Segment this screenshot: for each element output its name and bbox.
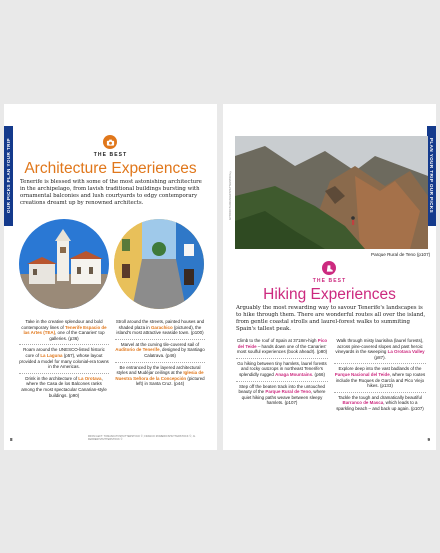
left-col-1 [19, 317, 109, 401]
item-text: Take in the creative splendour and bold contemporary lines of [21, 319, 103, 330]
item-text: , designed by Santiago Calatrava. (p46) [144, 347, 205, 358]
list-item [236, 382, 328, 409]
item-text: Roam around the UNESCO-listed historic core of [23, 347, 105, 358]
item-text: Climb to the roof of Spain at 3718m-high [236, 338, 318, 343]
item-text: , where the Casa de los Balcones ranks among the most spectacular Canarian-style buildings. (p90) [21, 375, 107, 398]
item-text: . (p66) [312, 371, 325, 377]
item-text: (pictured left) in Santa Cruz. (p44) [135, 375, 205, 387]
item-text: , where top routes include the Roques de García and Pico Viejo hikes. (p133) [335, 371, 426, 389]
side-tab-right[interactable] [427, 126, 436, 226]
list-item [115, 363, 205, 390]
item-text: Walk through misty laurisilva (laurel forests), across pine-covered slopes and past heroic vineyards in the sweeping [335, 338, 424, 355]
item-text: , which leads to a sparkling beach – and back up again. (p107) [336, 400, 424, 411]
link-iglesia[interactable]: Iglesia de Nuestra Señora de la Concepción [115, 370, 204, 381]
list-item [334, 393, 426, 415]
link-parque-rural-de-teno[interactable]: Parque Rural de Teno [265, 389, 311, 395]
photo-credits: FROM LEFT: TOMASFUTOSHUTTERSTOCK ©; FRANCO ROMERO/SHUTTERSTOCK ©; JL FERRER/SHUTTERSTOCK © [88, 435, 196, 441]
link-parque-nacional-del-teide[interactable]: Parque Nacional del Teide [334, 371, 390, 377]
right-page [223, 104, 436, 450]
item-text: Go hiking between tiny hamlets, laurel forests and rocky outcrops in northeast Tenerife's splendidly rugged [237, 360, 327, 377]
item-text: (p87). [374, 354, 386, 360]
link-tea[interactable]: Tenerife Espacio de las Artes (TEA) [23, 324, 107, 336]
right-col-1 [236, 336, 328, 409]
boot-icon [322, 261, 336, 275]
link-anaga-mountains[interactable]: Anaga Mountains [275, 371, 313, 377]
side-tab-right-label: PLAN YOUR TRIP OUR PICKS [429, 138, 434, 214]
page-number-right: 9 [427, 437, 430, 442]
list-item [115, 317, 205, 340]
link-la-laguna[interactable]: La Laguna [40, 352, 63, 358]
list-item [19, 345, 109, 373]
right-col-2 [334, 336, 426, 415]
item-text: Tackle the tough and dramatically beautiful [338, 394, 422, 400]
church-photo [19, 219, 109, 309]
right-page-title: Hiking Experiences [263, 286, 396, 303]
link-barranco-de-masca[interactable]: Barranco de Masca [342, 400, 384, 406]
link-pico-del-teide[interactable]: Pico del Teide [237, 338, 328, 349]
left-col-2 [115, 317, 205, 390]
left-kicker: THE BEST [93, 152, 128, 158]
link-la-orotava-valley[interactable]: La Orotava Valley [387, 349, 425, 355]
item-text: – hands down one of the Canaries' most soulful experiences (book ahead!). (p80) [236, 343, 328, 355]
item-text: Stroll around the streets, painted houses and shaded plaza in [115, 319, 205, 330]
item-text: , where quiet hiking paths weave between sleepy hamlets. (p107) [241, 389, 326, 406]
photo-credit-vertical: ANTONIO HERNANDEZ/SHUTTERSTOCK © [229, 169, 232, 220]
item-text: , one of the Canaries' top galleries. (p36) [49, 330, 105, 341]
link-la-orotava[interactable]: La Orotava [78, 375, 102, 381]
item-text: Be entranced by the layered architectural styles and Mudéjar ceilings at the [116, 364, 201, 376]
item-text: Step off the beaten track into the untouched beauty of the [238, 383, 326, 395]
item-text: Marvel at the curving tile-covered sail of [120, 341, 200, 347]
side-tab-left-label: OUR PICKS PLAN YOUR TRIP [6, 138, 11, 214]
list-item [334, 336, 426, 364]
left-page-title: Architecture Experiences [24, 160, 197, 177]
link-garachico[interactable]: Garachico [150, 324, 173, 330]
garachico-street-photo [114, 219, 204, 309]
item-text: (pictured), the island's most attractive seaside town. (p100) [116, 324, 204, 336]
teno-landscape-photo [235, 136, 428, 249]
right-kicker: THE BEST [312, 278, 347, 284]
list-item [334, 364, 426, 392]
left-page [4, 104, 217, 450]
list-item [236, 359, 328, 382]
list-item [19, 317, 109, 345]
item-text: Explore deep into the vast badlands of the [338, 366, 422, 372]
camera-icon [103, 135, 117, 149]
list-item [19, 374, 109, 401]
item-text: Drink in the architecture of [25, 375, 79, 381]
left-intro: Tenerife is blessed with some of the most astonishing architecture in the archipelago, from lavish traditional buildings bursting with ornamental balconies and lush courtyards to edgy contemporary creations dreamt up by renowned architects. [20, 179, 202, 207]
page-number-left: 8 [10, 437, 13, 442]
list-item [236, 336, 328, 359]
link-auditorio[interactable]: Auditorio de Tenerife [115, 347, 160, 353]
photo-caption: Parque Rural de Teno (p107) [371, 252, 431, 257]
item-text: (p57), whose layout provided a model for many colonial-era towns in the Americas. [19, 352, 109, 370]
right-intro: Arguably the most rewarding way to savour Tenerife's landscapes is to hike through them. There are wonderful routes all over the island, from gentle coastal strolls and laurel-forest walks to summiting Spain's tallest peak. [236, 305, 426, 333]
list-item [115, 340, 205, 363]
